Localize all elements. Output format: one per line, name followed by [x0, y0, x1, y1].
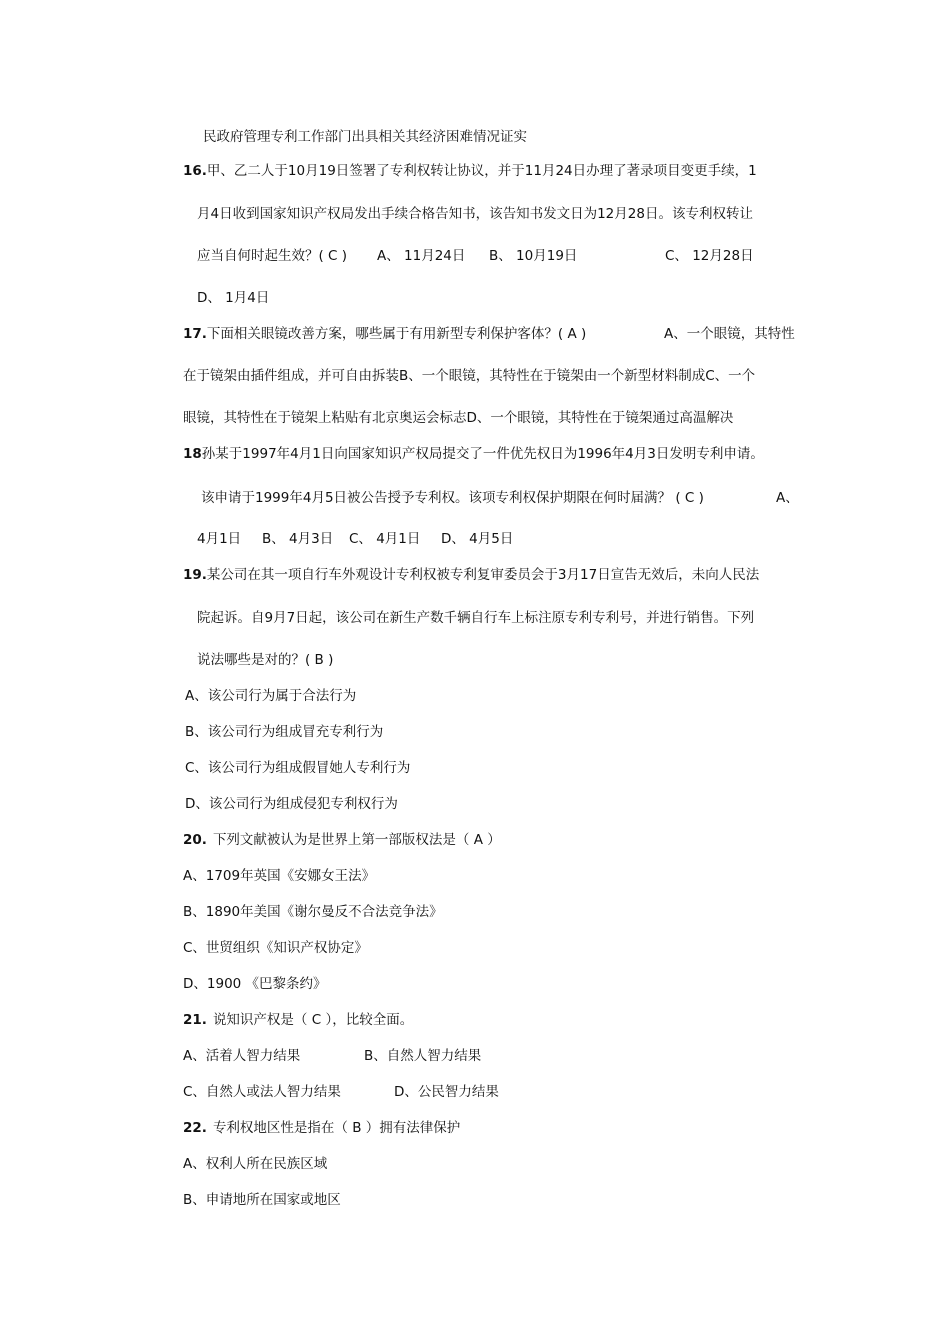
option-b: B、 4月3日	[262, 531, 334, 547]
option-c: C、 4月1日	[349, 531, 421, 547]
option-b: B、 10月19日	[489, 248, 578, 264]
question-22	[183, 1119, 460, 1137]
question-number-dot: .	[201, 832, 207, 848]
question-number-dot: .	[201, 1120, 207, 1136]
option-b: B、1890年美国《谢尔曼反不合法竞争法》	[183, 904, 443, 920]
option-a: A、	[776, 490, 799, 506]
question-number: 16.	[183, 163, 207, 179]
question-16	[183, 162, 757, 180]
option-a: A、权利人所在民族区域	[183, 1156, 328, 1172]
option-d: D、 1月4日	[197, 290, 270, 306]
text-line: 月4日收到国家知识产权局发出手续合格告知书，该告知书发文日为12月28日。该专利权转让	[197, 206, 753, 222]
text-line: 说法哪些是对的？( B )	[197, 652, 334, 668]
option-d: D、公民智力结果	[394, 1084, 499, 1100]
option-b: B、申请地所在国家或地区	[183, 1192, 341, 1208]
option-d: D、该公司行为组成侵犯专利权行为	[185, 796, 398, 812]
question-number: 22	[183, 1120, 202, 1136]
text-line: 该申请于1999年4月5日被公告授予专利权。该项专利权保护期限在何时届满？ ( C )	[201, 490, 704, 506]
question-20	[183, 831, 501, 849]
text-line: 眼镜，其特性在于镜架上粘贴有北京奥运会标志D、一个眼镜，其特性在于镜架通过高温解决	[183, 410, 734, 426]
option-a: A、该公司行为属于合法行为	[185, 688, 357, 704]
text-line: 院起诉。自9月7日起，该公司在新生产数千辆自行车上标注原专利专利号，并进行销售。下列	[197, 610, 755, 626]
question-18	[183, 445, 764, 463]
option-c: C、 12月28日	[665, 248, 754, 264]
option-c: C、该公司行为组成假冒她人专利行为	[185, 760, 411, 776]
text-line: 孙某于1997年4月1日向国家知识产权局提交了一件优先权日为1996年4月3日发明专利申请。	[201, 446, 764, 462]
text-line: 某公司在其一项自行车外观设计专利权被专利复审委员会于3月17日宣告无效后，未向人民法	[206, 567, 760, 583]
question-19	[183, 566, 759, 584]
option-c: C、世贸组织《知识产权协定》	[183, 940, 368, 956]
option-b: B、该公司行为组成冒充专利行为	[185, 724, 384, 740]
option-a: A、1709年英国《安娜女王法》	[183, 868, 376, 884]
question-number: 18	[183, 446, 202, 462]
option-d: D、 4月5日	[441, 531, 514, 547]
text-line: 专利权地区性是指在（ B ）拥有法律保护	[212, 1120, 461, 1136]
text-line: 说知识产权是（ C ），比较全面。	[212, 1012, 414, 1028]
option-a: A、 11月24日	[377, 248, 466, 264]
question-17	[183, 325, 586, 343]
text-line: 甲、乙二人于10月19日签署了专利权转让协议，并于11月24日办理了著录项目变更手续，1	[206, 163, 757, 179]
option-d: D、1900 《巴黎条约》	[183, 976, 327, 992]
option-c: C、自然人或法人智力结果	[183, 1084, 341, 1100]
option-b: B、自然人智力结果	[364, 1048, 482, 1064]
question-16-prompt	[197, 247, 347, 265]
question-number-dot: .	[201, 1012, 207, 1028]
text-line: 下列文献被认为是世界上第一部版权法是（ A ）	[212, 832, 501, 848]
option-a: A、一个眼镜，其特性	[664, 326, 795, 342]
option-a-value: 4月1日	[197, 531, 242, 547]
text-line: 民政府管理专利工作部门出具相关其经济困难情况证实	[203, 129, 527, 145]
question-number: 17.	[183, 326, 207, 342]
question-number: 21	[183, 1012, 202, 1028]
text-line: 下面相关眼镜改善方案，哪些属于有用新型专利保护客体？( A )	[206, 326, 587, 342]
text-line: 在于镜架由插件组成，并可自由拆装B、一个眼镜，其特性在于镜架由一个新型材料制成C、一个	[183, 368, 756, 384]
question-number: 19.	[183, 567, 207, 583]
text-line: 应当自何时起生效？( C )	[197, 248, 348, 264]
option-a: A、活着人智力结果	[183, 1048, 301, 1064]
question-number: 20	[183, 832, 202, 848]
question-21	[183, 1011, 413, 1029]
